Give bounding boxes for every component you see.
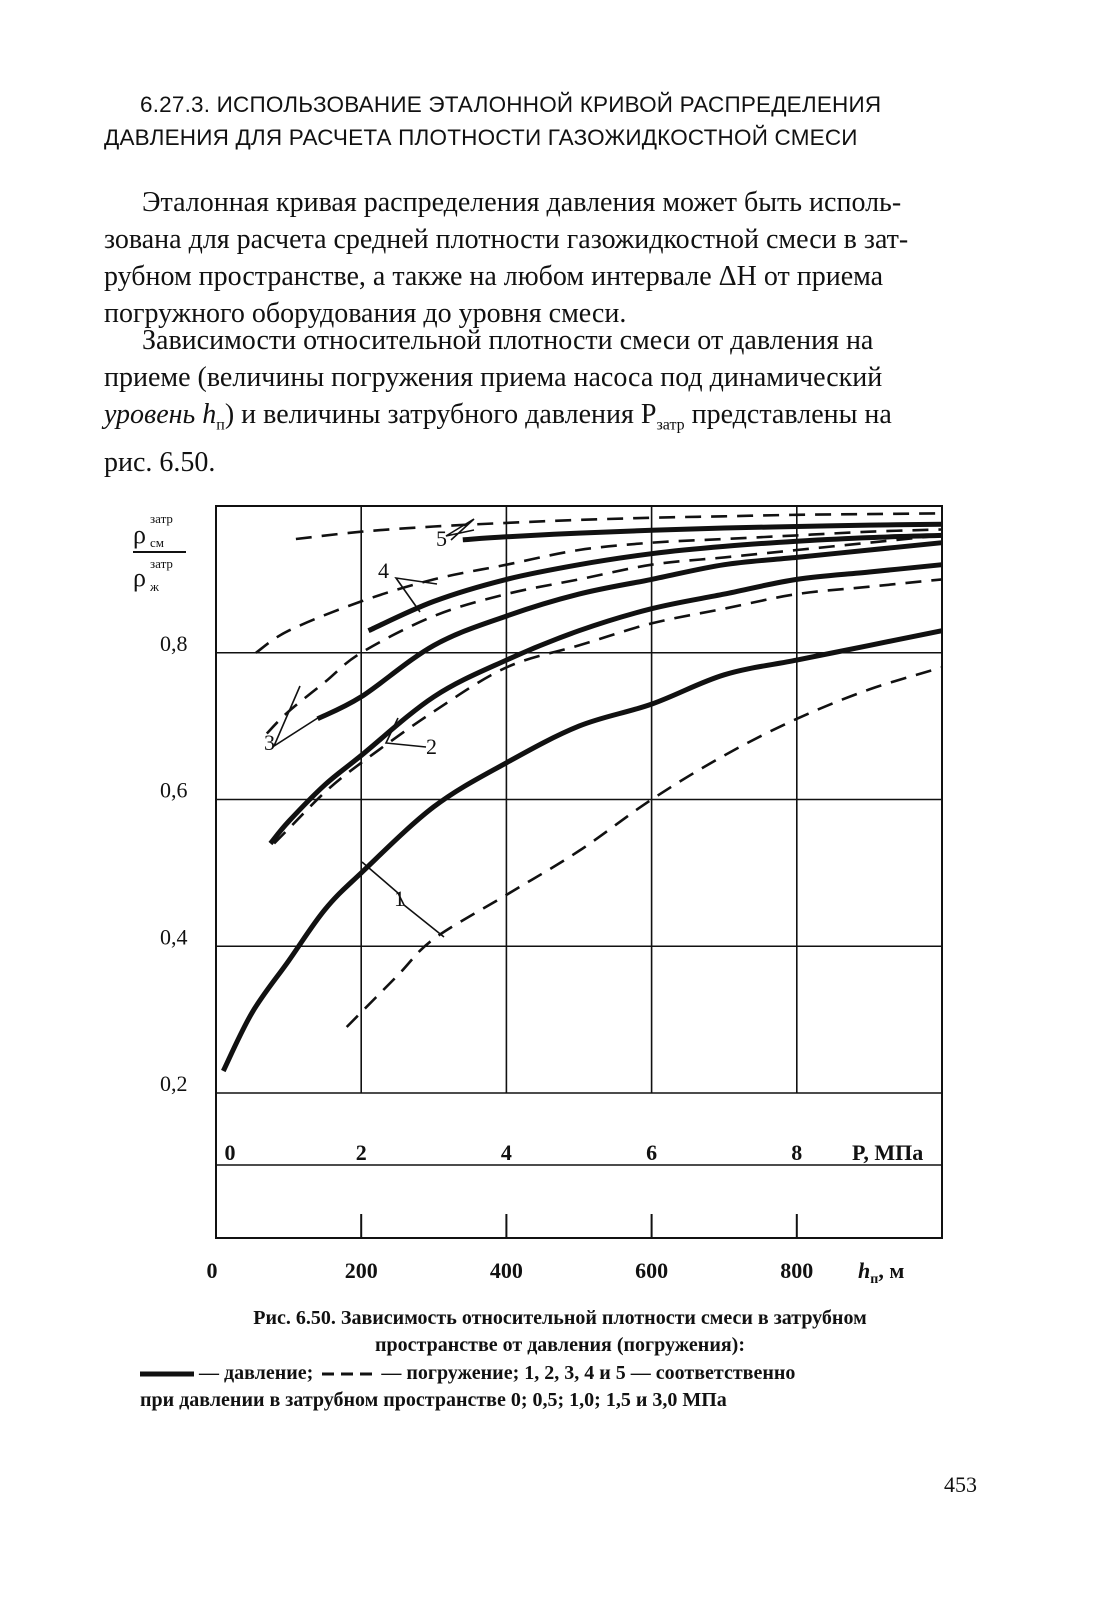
caption-line: пространстве от давления (погружения): (375, 1334, 745, 1356)
y-tick-label: 0,6 (160, 777, 188, 803)
y-label-num-sup: затр (150, 511, 173, 526)
text-fragment: ) и величины затрубного давления P (224, 399, 657, 430)
annotation-5: 5 (436, 526, 447, 551)
legend-solid-swatch (140, 1369, 194, 1379)
caption-line: Рис. 6.50. Зависимость относительной плотности смеси в затрубном (253, 1307, 867, 1329)
section-heading-line: 6.27.3. ИСПОЛЬЗОВАНИЕ ЭТАЛОННОЙ КРИВОЙ РАСПРЕДЕЛЕНИЯ (140, 92, 882, 117)
y-axis-label (133, 511, 186, 594)
y-tick-label: 0,2 (160, 1071, 188, 1096)
page-number: 453 (944, 1472, 977, 1497)
y-tick-label: 0,8 (160, 630, 188, 656)
annotation-4: 4 (378, 558, 389, 583)
text-line: зована для расчета средней плотности газожидкостной смеси в зат- (104, 224, 909, 255)
chart-ticks (160, 631, 813, 1283)
x-pressure-tick-label: 0 (224, 1140, 236, 1165)
text-line: приеме (величины погружения приема насоса под динамический (104, 362, 883, 393)
series-line-3-dashed (267, 535, 942, 733)
caption-legend-line: при давлении в затрубном пространстве 0; 0,5; 1,0; 1,5 и 3,0 МПа (140, 1389, 727, 1411)
x-depth-label-unit: , м (878, 1258, 905, 1283)
x-depth-label-base: h (858, 1258, 871, 1283)
x-depth-tick-label: 200 (344, 1258, 378, 1283)
x-depth-tick-label: 400 (489, 1258, 523, 1283)
x-depth-label-sub: п (870, 1272, 879, 1287)
series-line-1-dashed (347, 667, 942, 1027)
text-fragment: уровень h (104, 399, 217, 430)
leader-3 (274, 686, 324, 746)
y-label-num-sub: см (150, 535, 164, 550)
text-line: рис. 6.50. (104, 446, 216, 478)
y-label-den-sub: ж (150, 579, 159, 594)
x-depth-tick-label: 800 (780, 1258, 814, 1283)
x-pressure-label: P, МПа (852, 1140, 924, 1165)
text-line: рубном пространстве, а также на любом интервале ΔH от приема (104, 261, 884, 292)
subscript: п (216, 416, 225, 434)
legend-dashed-text: — погружение; 1, 2, 3, 4 и 5 — соответственно (376, 1362, 796, 1384)
x-pressure-tick-label: 8 (791, 1140, 803, 1165)
subscript: затр (656, 416, 685, 434)
chart-series (223, 513, 942, 1071)
annotation-2: 2 (426, 734, 437, 759)
x-depth-label (858, 1258, 904, 1287)
text-fragment: представлены на (684, 399, 892, 430)
series-line-2-solid (270, 565, 942, 844)
x-depth-tick-label: 600 (635, 1258, 669, 1283)
curve-annotations (274, 519, 474, 937)
text-line: погружного оборудования до уровня смеси. (104, 298, 627, 329)
x-depth-tick-label: 0 (206, 1258, 218, 1283)
x-pressure-tick-label: 6 (646, 1140, 658, 1165)
leader-4 (396, 578, 437, 612)
x-pressure-tick-label: 4 (500, 1140, 512, 1165)
y-tick-label: 0,4 (160, 924, 188, 950)
legend-solid-text: — давление; (194, 1362, 314, 1384)
text-line: Зависимости относительной плотности смеси от давления на (142, 325, 874, 356)
figure-caption-title (140, 1305, 980, 1359)
x-pressure-tick-label: 2 (355, 1140, 367, 1165)
legend-dashed-swatch (322, 1369, 376, 1379)
annotation-3: 3 (264, 730, 275, 755)
section-heading-line: ДАВЛЕНИЯ ДЛЯ РАСЧЕТА ПЛОТНОСТИ ГАЗОЖИДКОСТНОЙ СМЕСИ (104, 125, 858, 150)
annotation-1: 1 (394, 886, 405, 911)
caption-legend-line (140, 1360, 980, 1387)
y-label-den-base: ρ (133, 563, 146, 592)
text-line: Эталонная кривая распределения давления может быть исполь- (142, 187, 902, 218)
figure-caption-legend (140, 1360, 980, 1414)
y-label-den-sup: затр (150, 556, 173, 571)
y-label-num-base: ρ (133, 520, 146, 549)
series-line-1-solid (223, 631, 942, 1071)
